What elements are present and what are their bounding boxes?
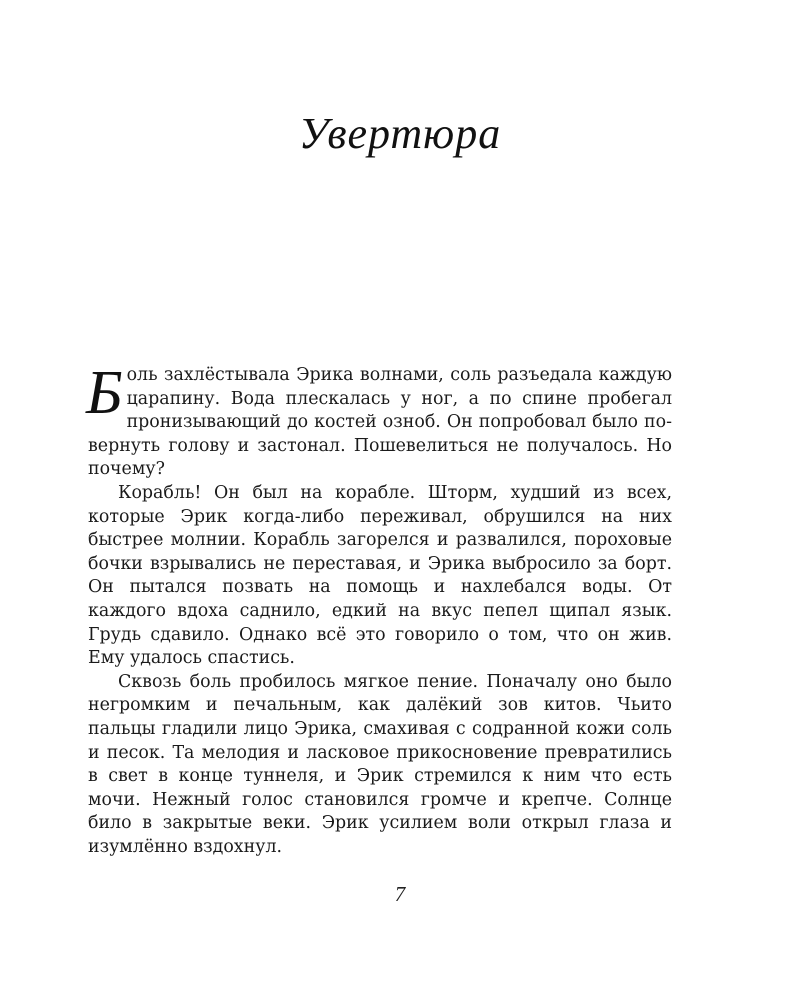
paragraph-2: Корабль! Он был на корабле. Шторм, худший из всех, которые Эрик когда-либо переживал, обрушился на них быстрее молнии. Корабль загорелся и развалился, пороховые бочки взрывались не переставая, и Эрика выбросило за борт. Он пытался позвать на помощь и нахлебался воды. От каждого вдоха саднило, едкий на вкус пепел щипал язык. Грудь сдавило. Однако всё это говорило о том, что он жив. Ему удалось спастись. [88,482,672,669]
body-text [86,359,672,859]
drop-cap: Б [86,359,123,427]
chapter-title: Увертюра [298,109,502,158]
page-number: 7 [394,882,406,906]
paragraph-1-text: оль захлёстывала Эрика волнами, соль разъедала каждую царапину. Вода плескалась у ног, а по спине пробегал пронизывающий до костей озноб. Он попробовал было повернуть голову и застонал. Пошевелиться не получалось. Но почему? [88,365,672,480]
paragraph-3: Сквозь боль пробилось мягкое пение. Поначалу оно было негромким и печальным, как далёкий зов китов. Чьито пальцы гладили лицо Эрика, смахивая с содранной кожи соль и песок. Та мелодия и ласковое прикосновение превратились в свет в конце туннеля, и Эрик стремился к ним что есть мочи. Нежный голос становился громче и крепче. Солнце било в закрытые веки. Эрик усилием воли открыл глаза и изумлённо вздохнул. [88,671,672,857]
paragraph-1 [86,359,672,482]
